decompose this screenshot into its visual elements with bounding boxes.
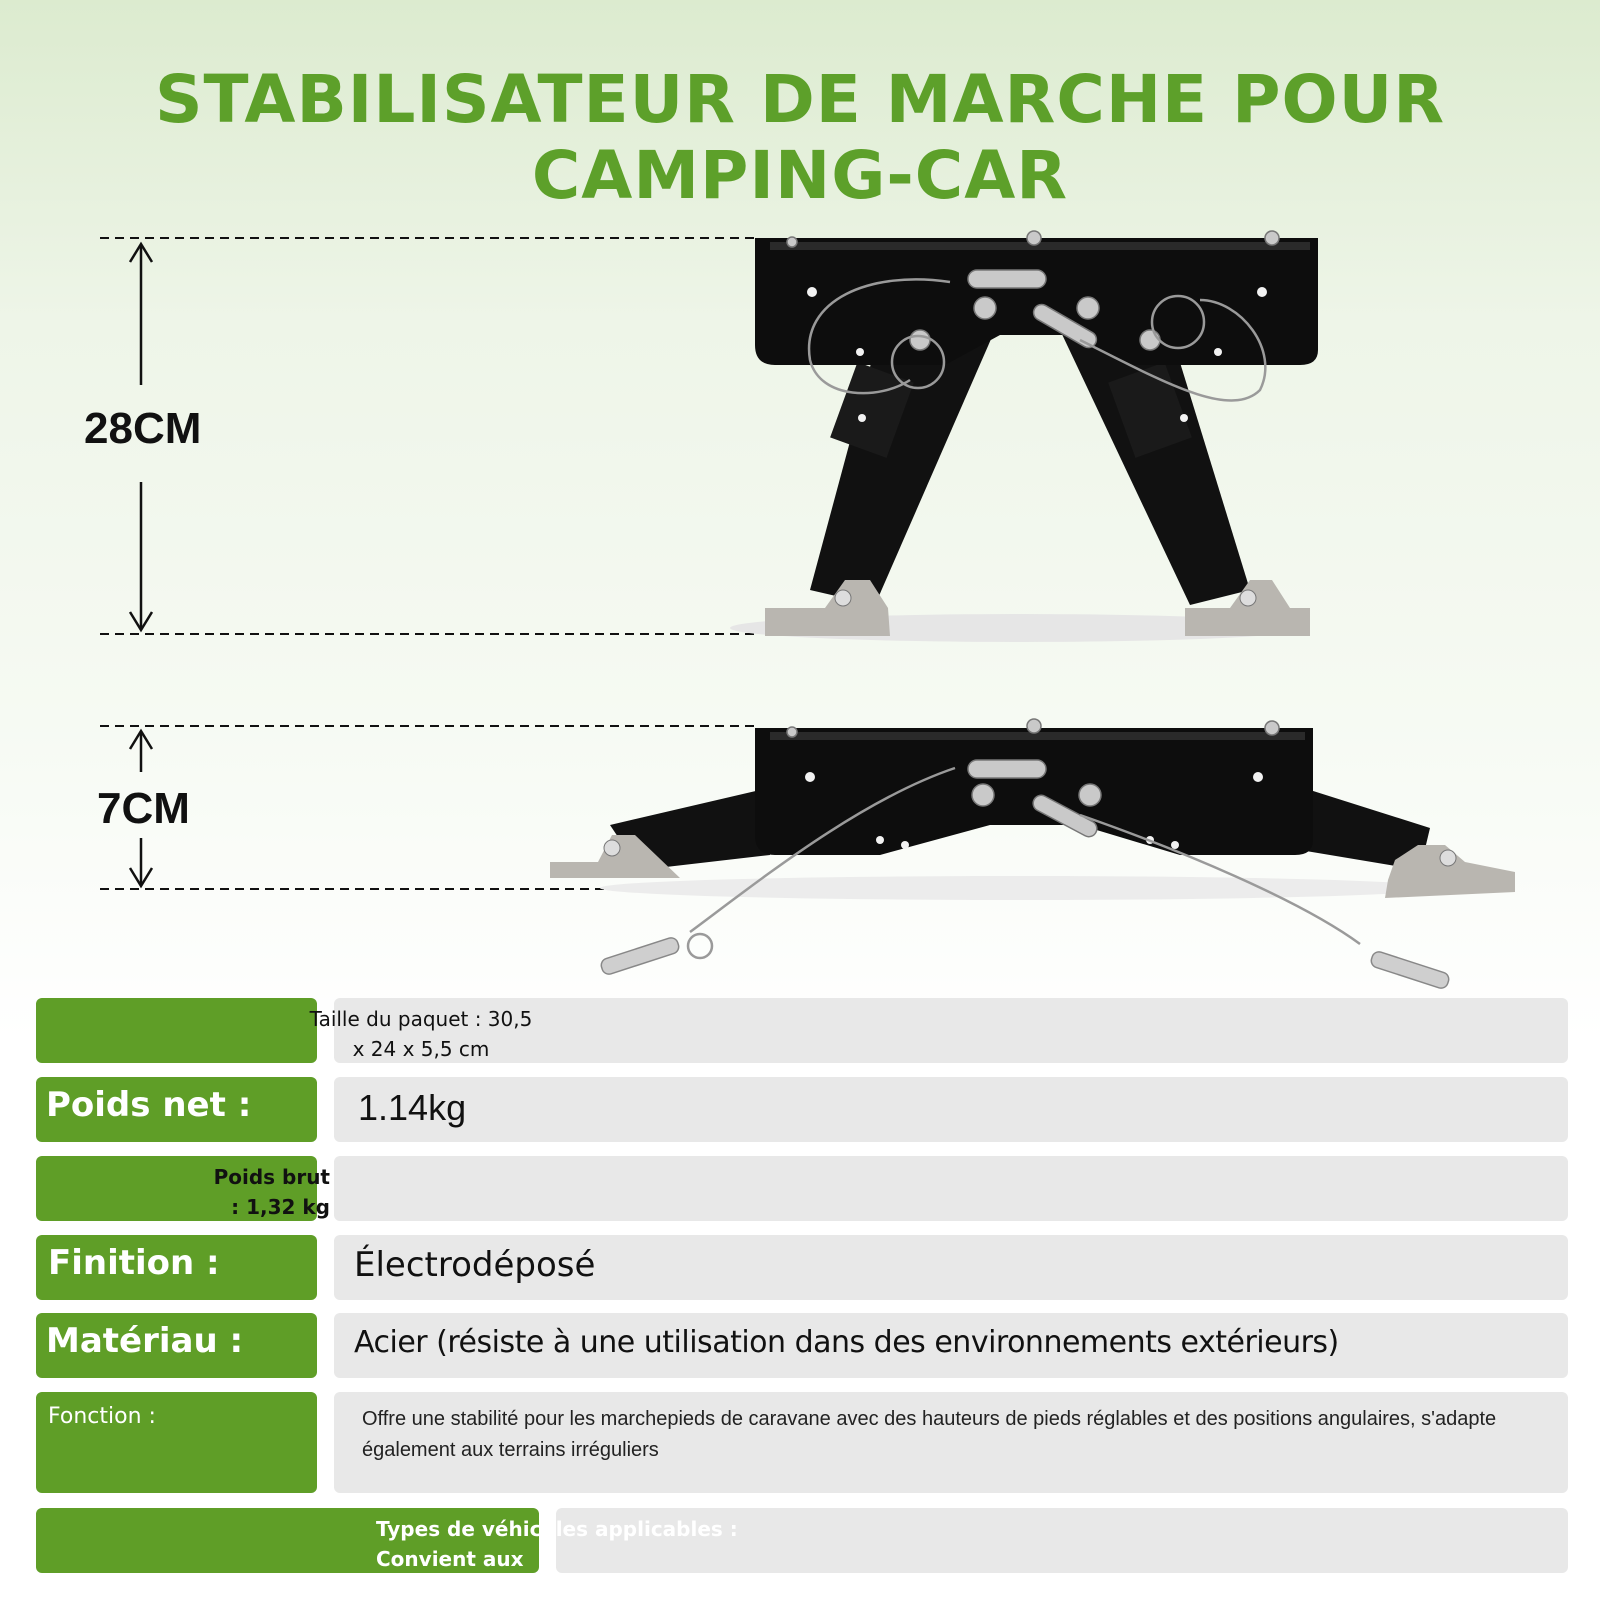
spec-label-function <box>36 1392 317 1493</box>
material-label: Matériau : <box>46 1321 244 1361</box>
spec-row-material <box>36 1313 1568 1378</box>
spec-value-gross-weight <box>334 1156 1568 1221</box>
spec-label-package-size <box>36 998 317 1063</box>
dimension-guides <box>100 238 760 889</box>
spec-value-material <box>334 1313 1568 1378</box>
finish-label: Finition : <box>48 1243 220 1283</box>
extended-height-label: 28CM <box>84 404 202 453</box>
spec-label-net-weight <box>36 1077 317 1142</box>
spec-value-net-weight <box>334 1077 1568 1142</box>
spec-label-finish <box>36 1235 317 1300</box>
spec-row-finish <box>36 1235 1568 1300</box>
stabilizer-folded-photo <box>550 719 1515 990</box>
material-value: Acier (résiste à une utilisation dans des environnements extérieurs) <box>354 1325 1339 1360</box>
spec-row-function <box>36 1392 1568 1493</box>
spec-label-material <box>36 1313 317 1378</box>
function-value: Offre une stabilité pour les marchepieds de caravane avec des hauteurs de pieds réglables et des positions angulaires, s'adapte également aux terrains irréguliers <box>362 1408 1497 1461</box>
spec-row-gross-weight <box>36 1156 1568 1221</box>
finish-value: Électrodéposé <box>354 1245 596 1285</box>
spec-row-package-size <box>36 998 1568 1063</box>
net-weight-label: Poids net : <box>46 1085 252 1125</box>
gross-weight-text: Poids brut : 1,32 kg <box>213 1165 330 1219</box>
function-label: Fonction : <box>48 1404 156 1429</box>
spec-row-net-weight <box>36 1077 1568 1142</box>
title-line-1: STABILISATEUR DE MARCHE POUR <box>154 61 1446 138</box>
package-size-text: Taille du paquet : 30,5 x 24 x 5,5 cm <box>309 1007 533 1061</box>
stabilizer-extended-photo <box>730 231 1318 642</box>
vehicle-types-text: Types de véhicules applicables : Convient aux <box>376 1517 738 1571</box>
folded-height-label: 7CM <box>97 784 190 833</box>
spec-row-vehicle-types <box>36 1508 1568 1573</box>
spec-value-finish <box>334 1235 1568 1300</box>
title-line-2: CAMPING-CAR <box>531 137 1069 214</box>
net-weight-value: 1.14kg <box>358 1087 467 1128</box>
spec-value-function <box>334 1392 1568 1493</box>
